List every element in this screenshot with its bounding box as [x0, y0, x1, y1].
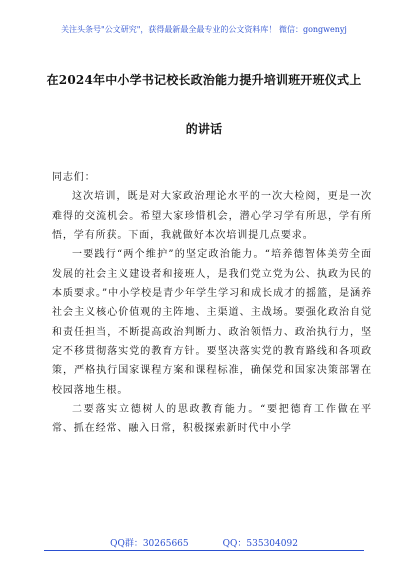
document-title-line-1: 在2024年中小学书记校长政治能力提升培训班开班仪式上	[46, 73, 362, 87]
footer-qq-group: QQ群：30265665	[110, 539, 189, 549]
document-body	[52, 168, 372, 439]
header-banner: 关注头条号"公文研究"，获得最新最全最专业的公文资料库！ 微信：gongwenyj	[61, 25, 347, 34]
footer-qq-number: QQ：535304092	[222, 539, 298, 549]
body-paragraph-1: 这次培训，既是对大家政治理论水平的一次大检阅，更是一次难得的交流机会。希望大家珍惜机会，潜心学习学有所思，学有所悟，学有所获。下面，我就做好本次培训提几点要求。	[52, 191, 372, 242]
body-paragraph-3: 二要落实立德树人的思政教育能力。“要把德育工作做在平常、抓在经常、融入日常，积极探索新时代中小学	[52, 404, 372, 435]
footer-contact	[0, 536, 408, 549]
document-title-line-2: 的讲话	[185, 122, 223, 136]
salutation: 同志们：	[52, 172, 96, 183]
footer-divider	[44, 550, 364, 551]
body-paragraph-2: 一要践行“两个维护”的坚定政治能力。“培养德智体美劳全面发展的社会主义建设者和接班人，是我们党立党为公、执政为民的本质要求。”中小学校是青少年学生学习和成长成才的摇篮，是涵养社会主义核心价值观的主阵地、主渠道、主战场。要强化政治自觉和责任担当，不断提高政治判断力、政治领悟力、政治执行力，坚定不移贯彻落实党的教育方针。要坚决落实党的教育路线和各项政策，严格执行国家课程方案和课程标准，确保党和国家决策部署在校园落地生根。	[52, 249, 372, 396]
